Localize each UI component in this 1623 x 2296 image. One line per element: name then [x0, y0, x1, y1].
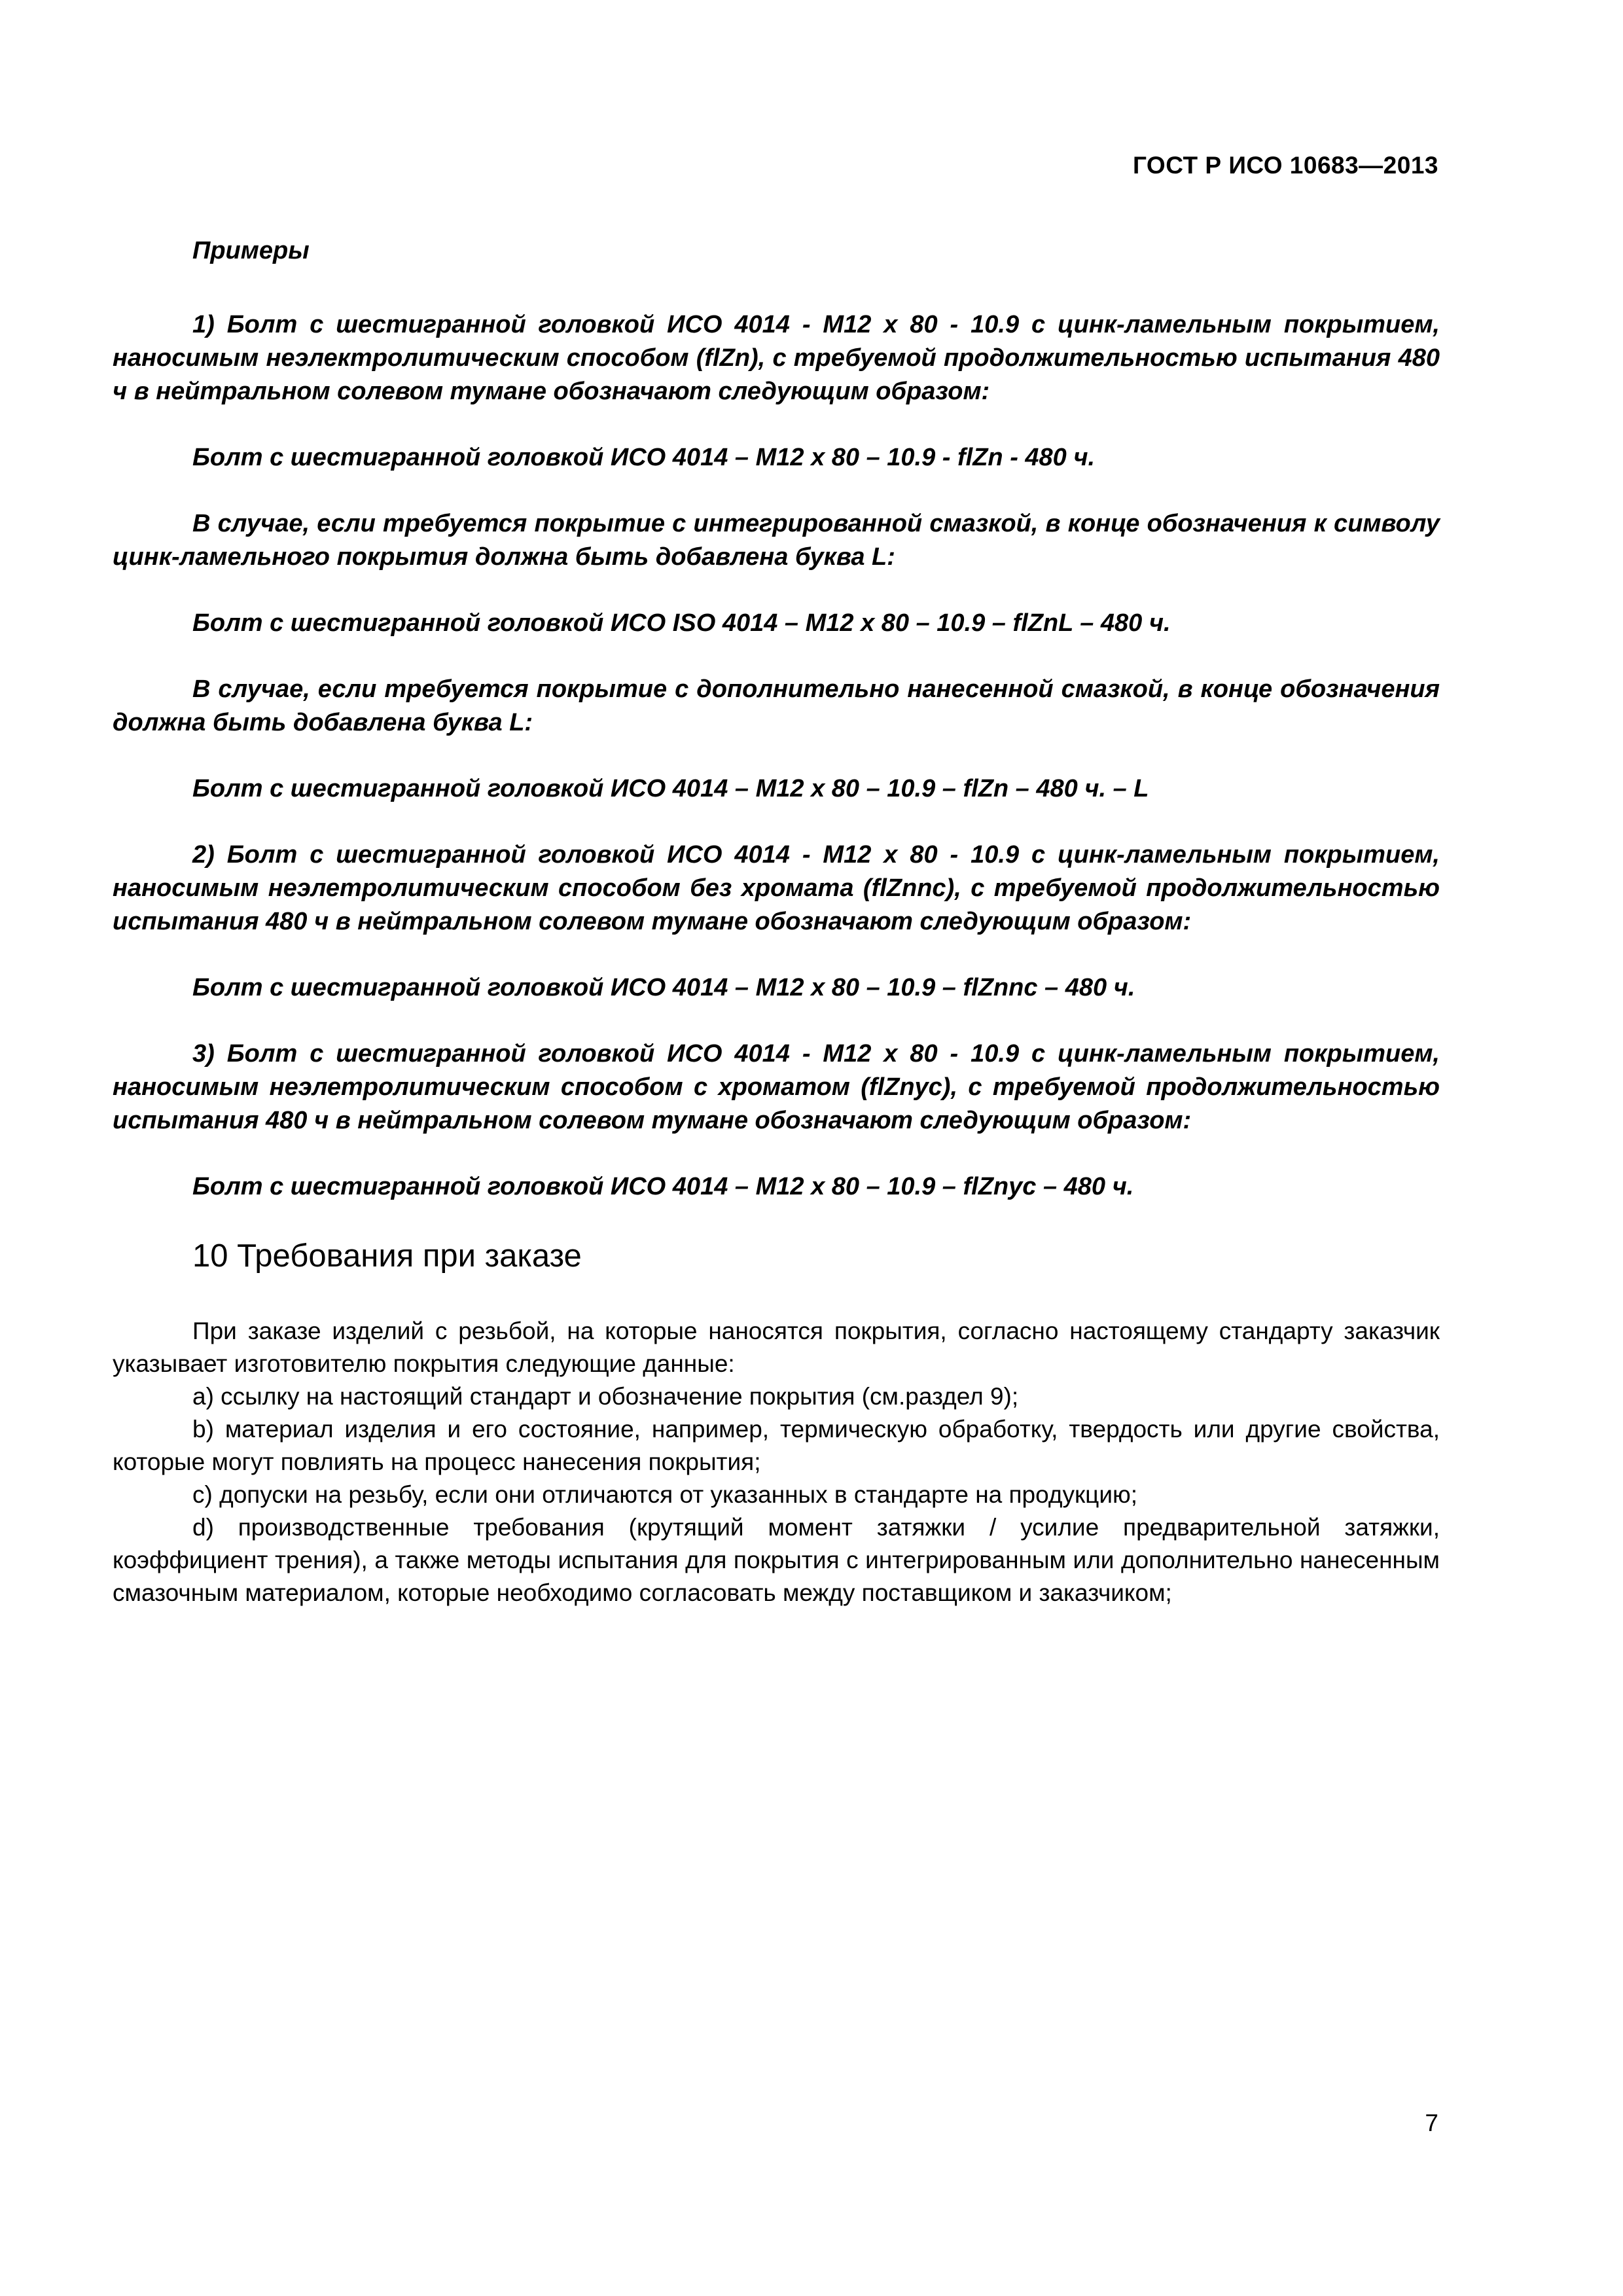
example-designation-1L: Болт с шестигранной головкой ИСО ISO 4014 – М12 x 80 – 10.9 – flZnL – 480 ч. — [192, 609, 1171, 637]
section-10-heading: 10 Требования при заказе — [192, 1238, 582, 1274]
example-designation-2: Болт с шестигранной головкой ИСО 4014 – М12 x 80 – 10.9 – flZnnc – 480 ч. — [192, 974, 1135, 1001]
page-content — [113, 234, 1440, 1609]
list-item-b: b) материал изделия и его состояние, например, термическую обработку, твердость или другие свойства, которые могут повлиять на процесс нанесения покрытия; — [113, 1416, 1440, 1475]
example-designation-1: Болт с шестигранной головкой ИСО 4014 – М12 x 80 – 10.9 - flZn - 480 ч. — [192, 444, 1096, 471]
example-paragraph-3: 3) Болт с шестигранной головкой ИСО 4014 - М12 x 80 - 10.9 с цинк-ламельным покрытием, наносимым неэлетролитическим способом с хроматом (flZnyc), с требуемой продолжительностью испытания 480 ч в нейтральном солевом тумане обозначают следующим образом: — [113, 1040, 1440, 1134]
example-paragraph-2: 2) Болт с шестигранной головкой ИСО 4014 - М12 x 80 - 10.9 с цинк-ламельным покрытием, наносимым неэлетролитическим способом без хромата (flZnnc), с требуемой продолжительностью испытания 480 ч в нейтральном солевом тумане обозначают следующим образом: — [113, 841, 1440, 935]
section-10-intro: При заказе изделий с резьбой, на которые наносятся покрытия, согласно настоящему стандарту заказчик указывает изготовителю покрытия следующие данные: — [113, 1318, 1440, 1377]
examples-title: Примеры — [192, 237, 310, 264]
example-note-integrated-lubricant: В случае, если требуется покрытие с интегрированной смазкой, в конце обозначения к символу цинк-ламельного покрытия должна быть добавлена буква L: — [113, 510, 1440, 571]
example-note-added-lubricant: В случае, если требуется покрытие с дополнительно нанесенной смазкой, в конце обозначения должна быть добавлена буква L: — [113, 675, 1440, 736]
example-paragraph-1: 1) Болт с шестигранной головкой ИСО 4014 - М12 x 80 - 10.9 с цинк-ламельным покрытием, наносимым неэлектролитическим способом (flZn), с требуемой продолжительностью испытания 480 ч в нейтральном солевом тумане обозначают следующим образом: — [113, 311, 1440, 405]
example-designation-1-L: Болт с шестигранной головкой ИСО 4014 – М12 x 80 – 10.9 – flZn – 480 ч. – L — [192, 775, 1149, 802]
list-item-a: a) ссылку на настоящий стандарт и обозначение покрытия (см.раздел 9); — [192, 1383, 1019, 1410]
page-number: 7 — [1425, 2109, 1438, 2136]
list-item-c: c) допуски на резьбу, если они отличаются от указанных в стандарте на продукцию; — [192, 1481, 1138, 1508]
list-item-d: d) производственные требования (крутящий момент затяжки / усилие предварительной затяжки, коэффициент трения), а также методы испытания для покрытия с интегрированным или дополнительно нанесенным смазочным материалом, которые необходимо согласовать между поставщиком и заказчиком; — [113, 1514, 1440, 1606]
document-code: ГОСТ Р ИСО 10683—2013 — [1132, 152, 1438, 179]
example-designation-3: Болт с шестигранной головкой ИСО 4014 – М12 x 80 – 10.9 – flZnyc – 480 ч. — [192, 1173, 1134, 1200]
